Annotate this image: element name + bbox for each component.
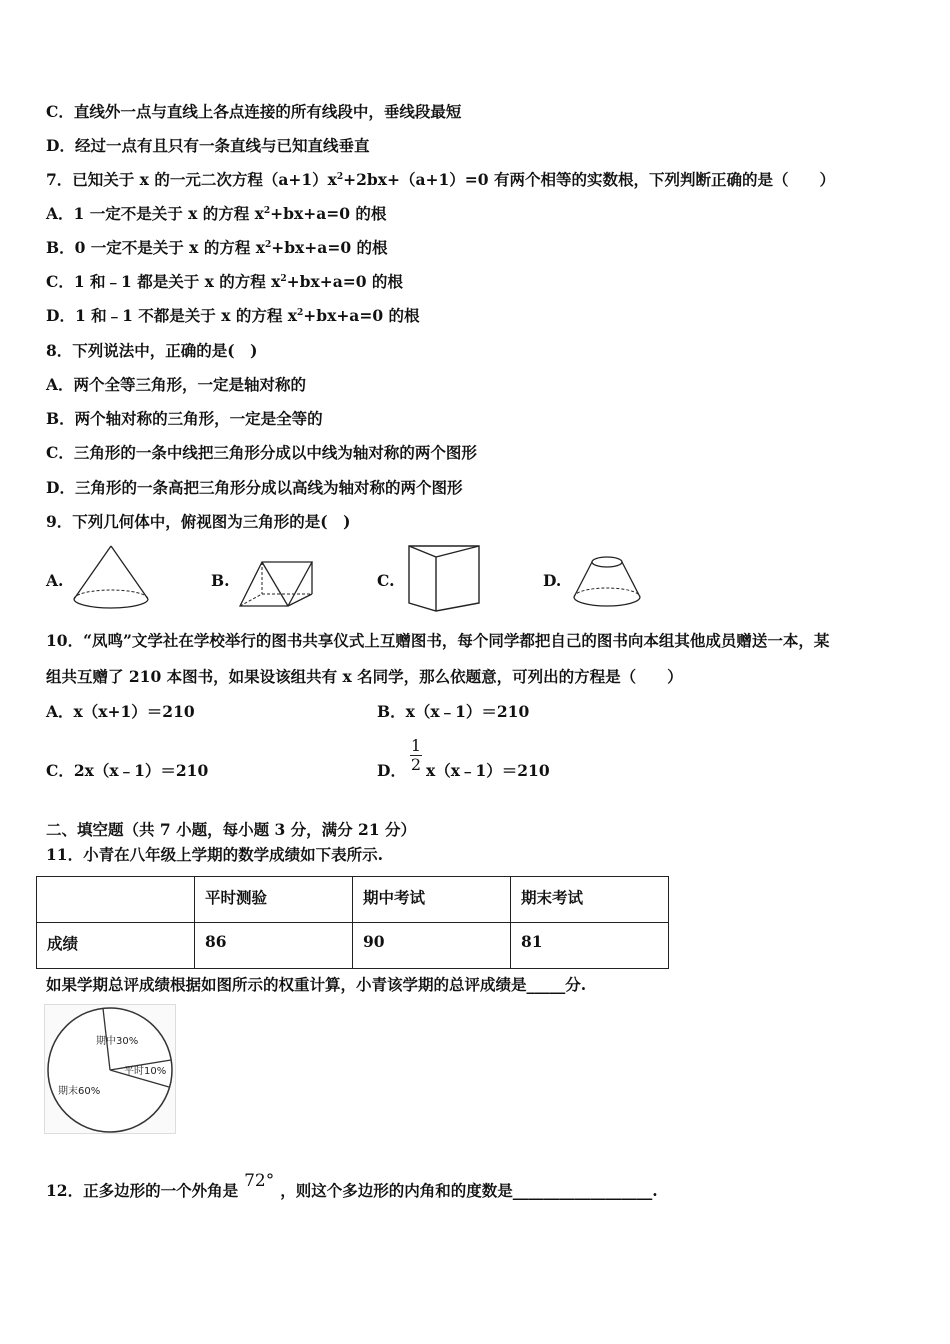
cone-figure xyxy=(70,543,152,613)
q7-b-part2: +bx+a=0 的根 xyxy=(271,238,388,257)
table-row xyxy=(37,923,669,969)
q9-stem: 9．下列几何体中，俯视图为三角形的是( ) xyxy=(46,512,351,531)
exponent: 2 xyxy=(296,308,304,318)
q7-d-part2: +bx+a=0 的根 xyxy=(303,306,420,325)
q8-option-b: B．两个轴对称的三角形，一定是全等的 xyxy=(46,409,323,428)
q9-label-d: D. xyxy=(543,571,562,590)
q9-label-a: A. xyxy=(46,571,64,590)
table-cell: 成绩 xyxy=(37,923,195,969)
pie-label-final: 期末60% xyxy=(58,1086,101,1097)
q7-a-part1: A．1 一定不是关于 x 的方程 x xyxy=(46,204,264,223)
frustum-figure xyxy=(570,553,644,611)
q7-option-b xyxy=(46,238,388,258)
table-cell: 90 xyxy=(353,923,511,969)
angle-value: 72° xyxy=(244,1171,275,1191)
q10-option-c: C．2x（x﹣1）＝210 xyxy=(46,761,209,780)
exponent: 2 xyxy=(263,206,271,216)
q6-option-c xyxy=(46,102,461,122)
table-cell: 平时测验 xyxy=(195,877,353,923)
q10-option-a: A．x（x+1）＝210 xyxy=(46,702,195,721)
q12-stem xyxy=(46,1171,658,1201)
q7-option-c xyxy=(46,272,403,292)
exponent: 2 xyxy=(280,274,287,284)
table-cell: 期中考试 xyxy=(353,877,511,923)
section-title: 二、填空题（共 7 小题，每小题 3 分，满分 21 分） xyxy=(46,820,417,839)
q8-option-a: A．两个全等三角形，一定是轴对称的 xyxy=(46,375,307,394)
q8-option-c: C．三角形的一条中线把三角形分成以中线为轴对称的两个图形 xyxy=(46,443,477,462)
q7-stem-part2: +2bx+（a+1）=0 有两个相等的实数根，下列判断正确的是（ ） xyxy=(343,170,835,189)
triangular-prism-slanted-figure xyxy=(236,558,316,610)
q7-c-part1: C．1 和﹣1 都是关于 x 的方程 x xyxy=(46,272,281,291)
table-cell: 86 xyxy=(195,923,353,969)
exponent: 2 xyxy=(336,172,344,182)
q7-c-part2: +bx+a=0 的根 xyxy=(286,272,403,291)
table-cell xyxy=(37,877,195,923)
q9-label-b: B. xyxy=(211,571,230,590)
q7-b-part1: B．0 一定不是关于 x 的方程 x xyxy=(46,238,265,257)
q6-option-d xyxy=(46,136,369,156)
fraction-numerator: 1 xyxy=(410,736,422,755)
fraction-one-half xyxy=(410,737,422,774)
q8-stem: 8．下列说法中，正确的是( ) xyxy=(46,341,258,360)
q7-stem-part1: 7．已知关于 x 的一元二次方程（a+1）x xyxy=(46,170,337,189)
q6-option-c-text: C．直线外一点与直线上各点连接的所有线段中，垂线段最短 xyxy=(46,102,462,121)
q7-option-a xyxy=(46,204,386,224)
q10-option-d-prefix: D． xyxy=(377,761,406,780)
q7-a-part2: +bx+a=0 的根 xyxy=(270,204,387,223)
table-header-row xyxy=(37,877,669,923)
q7-stem xyxy=(46,170,835,190)
weight-pie-chart xyxy=(44,1004,176,1134)
fraction-denominator: 2 xyxy=(410,755,422,774)
q6-option-d-text: D．经过一点有且只有一条直线与已知直线垂直 xyxy=(46,136,370,155)
q11-question: 如果学期总评成绩根据如图所示的权重计算，小青该学期的总评成绩是_____分. xyxy=(46,975,587,994)
scores-table xyxy=(36,876,669,969)
q7-d-part1: D．1 和﹣1 不都是关于 x 的方程 x xyxy=(46,306,297,325)
pie-label-usual: 平时10% xyxy=(124,1066,167,1077)
q7-option-d xyxy=(46,306,420,326)
pie-label-midterm: 期中30% xyxy=(96,1036,139,1047)
table-cell: 81 xyxy=(511,923,669,969)
q10-stem-line2: 组共互赠了 210 本图书，如果设该组共有 x 名同学，那么依题意，可列出的方程是（ ） xyxy=(46,667,683,686)
q9-label-c: C. xyxy=(377,571,395,590)
q10-option-d-rest: x（x﹣1）＝210 xyxy=(426,761,550,780)
q8-option-d: D．三角形的一条高把三角形分成以高线为轴对称的两个图形 xyxy=(46,478,463,497)
q12-stem-part2: ，则这个多边形的内角和的度数是__________________. xyxy=(280,1181,658,1200)
q10-stem-line1: 10．“凤鸣”文学社在学校举行的图书共享仪式上互赠图书，每个同学都把自己的图书向本组其他成员赠送一本，某 xyxy=(46,631,830,650)
q11-stem: 11．小青在八年级上学期的数学成绩如下表所示. xyxy=(46,845,383,864)
q10-option-b: B．x（x﹣1）＝210 xyxy=(377,702,530,721)
triangular-prism-upright-figure xyxy=(406,543,482,613)
q12-stem-part1: 12．正多边形的一个外角是 xyxy=(46,1181,239,1200)
exponent: 2 xyxy=(264,240,272,250)
table-cell: 期末考试 xyxy=(511,877,669,923)
